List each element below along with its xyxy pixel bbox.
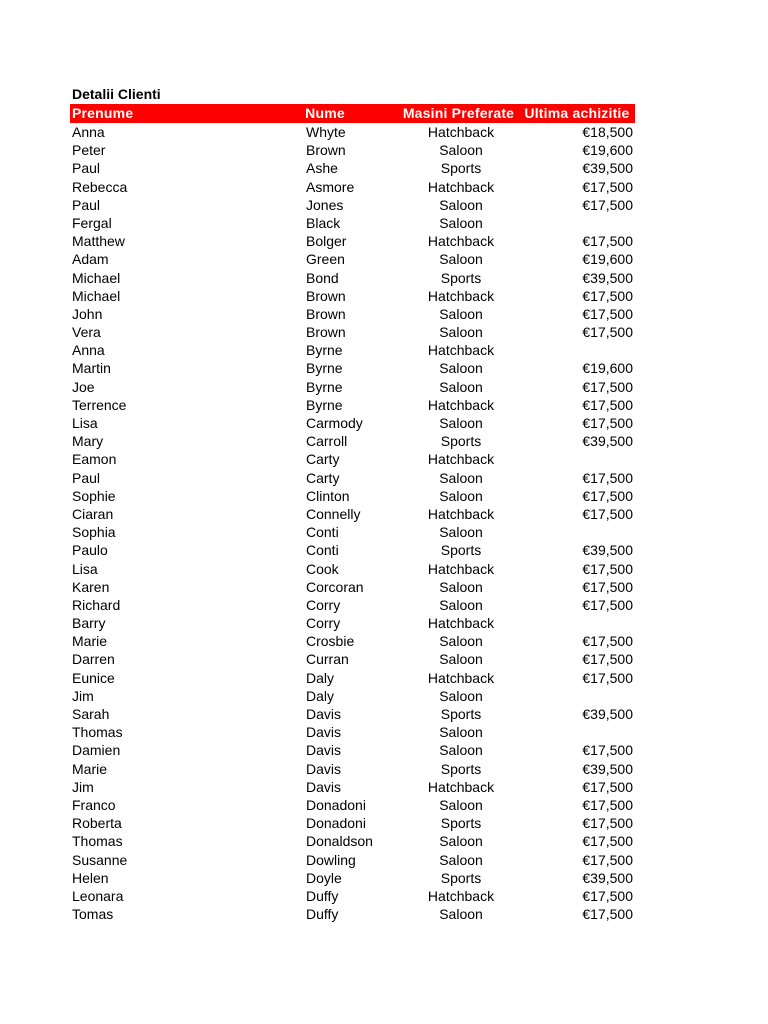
car-type-cell: Saloon (439, 906, 483, 923)
car-type-cell: Hatchback (427, 342, 495, 359)
last-name-cell: Black (306, 214, 341, 231)
car-type-cell: Hatchback (427, 505, 495, 522)
table-row (70, 560, 635, 578)
table-row (70, 178, 635, 196)
first-name-cell: Vera (72, 324, 101, 341)
last-purchase-cell: €17,500 (582, 396, 633, 413)
last-purchase-cell: €17,500 (582, 305, 633, 322)
car-type-cell: Saloon (439, 596, 483, 613)
last-purchase-cell: €17,500 (582, 324, 633, 341)
header-nume: Nume (305, 105, 345, 121)
first-name-cell: Leonara (72, 887, 124, 904)
first-name-cell: Michael (72, 287, 121, 304)
last-purchase-cell: €17,500 (582, 487, 633, 504)
car-type-cell: Saloon (439, 524, 483, 541)
table-row (70, 869, 635, 887)
car-type-cell: Sports (440, 160, 482, 177)
table-row (70, 887, 635, 905)
table-row (70, 541, 635, 559)
first-name-cell: Mary (72, 433, 104, 450)
last-name-cell: Donadoni (306, 815, 366, 832)
last-purchase-cell: €17,500 (582, 415, 633, 431)
first-name-cell: Matthew (72, 233, 125, 250)
table-row (70, 796, 635, 814)
car-type-cell: Hatchback (427, 287, 495, 304)
header-ultima-achizitie: Ultima achizitie (524, 105, 630, 121)
table-row (70, 378, 635, 396)
last-name-cell: Duffy (306, 887, 339, 904)
last-purchase-cell: €17,500 (582, 651, 633, 668)
first-name-cell: Martin (72, 360, 111, 377)
last-name-cell: Corry (306, 615, 341, 632)
table-row (70, 305, 635, 323)
first-name-cell: Roberta (72, 815, 122, 832)
car-type-cell: Hatchback (427, 560, 495, 577)
last-name-cell: Donaldson (306, 833, 373, 850)
last-purchase-cell: €17,500 (582, 233, 633, 250)
table-row (70, 123, 635, 141)
car-type-cell: Sports (440, 542, 482, 559)
table-row (70, 596, 635, 614)
last-purchase-cell: €17,500 (582, 815, 633, 832)
car-type-cell: Saloon (439, 724, 483, 741)
last-name-cell: Green (306, 251, 345, 268)
first-name-cell: Marie (72, 633, 108, 650)
car-type-cell: Saloon (439, 251, 483, 268)
car-type-cell: Saloon (439, 305, 483, 322)
car-type-cell: Saloon (439, 378, 483, 395)
last-purchase-cell: €17,500 (582, 742, 633, 759)
last-name-cell: Davis (306, 760, 342, 777)
last-name-cell: Ashe (306, 160, 338, 177)
table-row (70, 723, 635, 741)
last-name-cell: Byrne (306, 378, 343, 395)
last-name-cell: Byrne (306, 396, 343, 413)
first-name-cell: Richard (72, 596, 121, 613)
first-name-cell: Eamon (72, 451, 117, 468)
table-row (70, 159, 635, 177)
table-row (70, 760, 635, 778)
first-name-cell: Peter (72, 142, 106, 159)
last-purchase-cell: €17,500 (582, 633, 633, 650)
first-name-cell: Fergal (72, 214, 112, 231)
last-purchase-cell: €17,500 (582, 196, 633, 213)
car-type-cell: Saloon (439, 487, 483, 504)
first-name-cell: Paulo (72, 542, 108, 559)
last-name-cell: Brown (306, 287, 346, 304)
last-name-cell: Byrne (306, 360, 343, 377)
sheet-title: Detalii Clienti (72, 86, 161, 102)
last-name-cell: Duffy (306, 906, 339, 923)
car-type-cell: Saloon (439, 742, 483, 759)
last-purchase-cell: €39,500 (582, 869, 633, 886)
first-name-cell: Eunice (72, 669, 115, 686)
last-purchase-cell: €39,500 (582, 269, 633, 286)
table-row (70, 814, 635, 832)
table-row (70, 141, 635, 159)
last-purchase-cell (520, 614, 635, 632)
car-type-cell: Saloon (439, 214, 483, 231)
last-name-cell: Clinton (306, 487, 350, 504)
last-name-cell: Carty (306, 469, 340, 486)
first-name-cell: Sarah (72, 706, 110, 722)
last-purchase-cell (520, 450, 635, 468)
car-type-cell: Hatchback (427, 615, 495, 632)
last-name-cell: Carty (306, 451, 340, 468)
table-row (70, 269, 635, 287)
first-name-cell: Joe (72, 378, 95, 395)
first-name-cell: Anna (72, 124, 105, 140)
car-type-cell: Saloon (439, 142, 483, 159)
last-purchase-cell: €17,500 (582, 596, 633, 613)
last-name-cell: Crosbie (306, 633, 355, 650)
first-name-cell: Karen (72, 578, 110, 595)
car-type-cell: Sports (440, 269, 482, 286)
car-type-cell: Saloon (439, 796, 483, 813)
car-type-cell: Sports (440, 815, 482, 832)
last-name-cell: Bolger (306, 233, 347, 250)
car-type-cell: Saloon (439, 196, 483, 213)
table-row (70, 323, 635, 341)
first-name-cell: Lisa (72, 415, 98, 431)
car-type-cell: Saloon (439, 633, 483, 650)
last-name-cell: Asmore (306, 178, 355, 195)
table-row (70, 832, 635, 850)
last-name-cell: Davis (306, 724, 342, 741)
last-purchase-cell: €17,500 (582, 469, 633, 486)
car-type-cell: Saloon (439, 415, 483, 431)
last-name-cell: Brown (306, 142, 346, 159)
last-purchase-cell: €17,500 (582, 887, 633, 904)
last-purchase-cell: €17,500 (582, 778, 633, 795)
table-row (70, 505, 635, 523)
first-name-cell: Susanne (72, 851, 128, 868)
last-name-cell: Doyle (306, 869, 342, 886)
table-body (70, 123, 635, 923)
table-row (70, 650, 635, 668)
last-name-cell: Davis (306, 706, 342, 722)
last-name-cell: Jones (306, 196, 344, 213)
last-purchase-cell (520, 214, 635, 232)
last-purchase-cell: €17,500 (582, 796, 633, 813)
last-purchase-cell: €18,500 (582, 124, 633, 140)
first-name-cell: Rebecca (72, 178, 128, 195)
spreadsheet (70, 84, 635, 923)
first-name-cell: Paul (72, 160, 101, 177)
last-name-cell: Donadoni (306, 796, 366, 813)
last-name-cell: Curran (306, 651, 349, 668)
table-row (70, 851, 635, 869)
first-name-cell: Thomas (72, 724, 123, 741)
car-type-cell: Saloon (439, 833, 483, 850)
first-name-cell: Jim (72, 778, 94, 795)
last-purchase-cell: €19,600 (582, 142, 633, 159)
last-purchase-cell: €17,500 (582, 851, 633, 868)
car-type-cell: Saloon (439, 469, 483, 486)
first-name-cell: Tomas (72, 906, 114, 923)
first-name-cell: Franco (72, 796, 116, 813)
table-row (70, 414, 635, 432)
car-type-cell: Hatchback (427, 396, 495, 413)
last-purchase-cell: €39,500 (582, 706, 633, 722)
first-name-cell: Sophia (72, 524, 116, 541)
table-row (70, 487, 635, 505)
table-row (70, 614, 635, 632)
car-type-cell: Hatchback (427, 669, 495, 686)
table-row (70, 450, 635, 468)
first-name-cell: Barry (72, 615, 106, 632)
last-purchase-cell: €17,500 (582, 578, 633, 595)
car-type-cell: Sports (440, 706, 482, 722)
first-name-cell: Helen (72, 869, 109, 886)
last-name-cell: Whyte (306, 124, 346, 140)
last-name-cell: Byrne (306, 342, 343, 359)
car-type-cell: Sports (440, 760, 482, 777)
last-name-cell: Carroll (306, 433, 348, 450)
last-name-cell: Connelly (306, 505, 361, 522)
first-name-cell: Marie (72, 760, 108, 777)
last-purchase-cell (520, 687, 635, 705)
last-purchase-cell: €19,600 (582, 360, 633, 377)
table-row (70, 632, 635, 650)
last-purchase-cell: €17,500 (582, 505, 633, 522)
table-row (70, 669, 635, 687)
last-purchase-cell: €39,500 (582, 542, 633, 559)
last-purchase-cell: €17,500 (582, 833, 633, 850)
first-name-cell: Michael (72, 269, 121, 286)
table-row (70, 578, 635, 596)
first-name-cell: Thomas (72, 833, 123, 850)
last-purchase-cell (520, 723, 635, 741)
last-name-cell: Daly (306, 687, 335, 704)
last-name-cell: Brown (306, 305, 346, 322)
car-type-cell: Saloon (439, 851, 483, 868)
last-name-cell: Davis (306, 778, 342, 795)
last-purchase-cell: €39,500 (582, 760, 633, 777)
header-prenume: Prenume (72, 105, 134, 121)
last-purchase-cell: €17,500 (582, 178, 633, 195)
car-type-cell: Hatchback (427, 778, 495, 795)
table-row (70, 250, 635, 268)
car-type-cell: Hatchback (427, 124, 495, 140)
last-purchase-cell: €17,500 (582, 287, 633, 304)
last-name-cell: Conti (306, 524, 339, 541)
last-name-cell: Corry (306, 596, 341, 613)
first-name-cell: Paul (72, 196, 101, 213)
last-purchase-cell: €39,500 (582, 160, 633, 177)
car-type-cell: Saloon (439, 687, 483, 704)
first-name-cell: John (72, 305, 103, 322)
table-row (70, 523, 635, 541)
last-purchase-cell (520, 523, 635, 541)
first-name-cell: Sophie (72, 487, 116, 504)
table-row (70, 687, 635, 705)
table-row (70, 432, 635, 450)
last-name-cell: Bond (306, 269, 339, 286)
last-name-cell: Dowling (306, 851, 356, 868)
last-purchase-cell: €17,500 (582, 560, 633, 577)
table-row (70, 778, 635, 796)
last-purchase-cell: €19,600 (582, 251, 633, 268)
table-row (70, 905, 635, 923)
last-purchase-cell (520, 341, 635, 359)
last-purchase-cell: €17,500 (582, 669, 633, 686)
car-type-cell: Saloon (439, 324, 483, 341)
header-masini-preferate: Masini Preferate (402, 105, 515, 121)
table-row (70, 396, 635, 414)
first-name-cell: Jim (72, 687, 94, 704)
first-name-cell: Adam (72, 251, 109, 268)
first-name-cell: Paul (72, 469, 101, 486)
car-type-cell: Hatchback (427, 233, 495, 250)
table-row (70, 741, 635, 759)
last-name-cell: Davis (306, 742, 342, 759)
last-name-cell: Corcoran (306, 578, 364, 595)
car-type-cell: Hatchback (427, 451, 495, 468)
last-name-cell: Daly (306, 669, 335, 686)
first-name-cell: Terrence (72, 396, 127, 413)
first-name-cell: Darren (72, 651, 115, 668)
first-name-cell: Damien (72, 742, 121, 759)
last-name-cell: Carmody (306, 415, 363, 431)
car-type-cell: Hatchback (427, 887, 495, 904)
car-type-cell: Saloon (439, 578, 483, 595)
first-name-cell: Lisa (72, 560, 98, 577)
table-row (70, 341, 635, 359)
table-row (70, 469, 635, 487)
last-name-cell: Conti (306, 542, 339, 559)
last-name-cell: Cook (306, 560, 339, 577)
table-row (70, 287, 635, 305)
car-type-cell: Saloon (439, 360, 483, 377)
first-name-cell: Anna (72, 342, 105, 359)
last-purchase-cell: €17,500 (582, 906, 633, 923)
first-name-cell: Ciaran (72, 505, 114, 522)
table-row (70, 705, 635, 723)
last-name-cell: Brown (306, 324, 346, 341)
last-purchase-cell: €39,500 (582, 433, 633, 450)
table-row (70, 196, 635, 214)
table-row (70, 214, 635, 232)
car-type-cell: Sports (440, 433, 482, 450)
car-type-cell: Saloon (439, 651, 483, 668)
car-type-cell: Hatchback (427, 178, 495, 195)
table-row (70, 359, 635, 377)
car-type-cell: Sports (440, 869, 482, 886)
last-purchase-cell: €17,500 (582, 378, 633, 395)
table-header-row (70, 104, 635, 123)
table-row (70, 232, 635, 250)
